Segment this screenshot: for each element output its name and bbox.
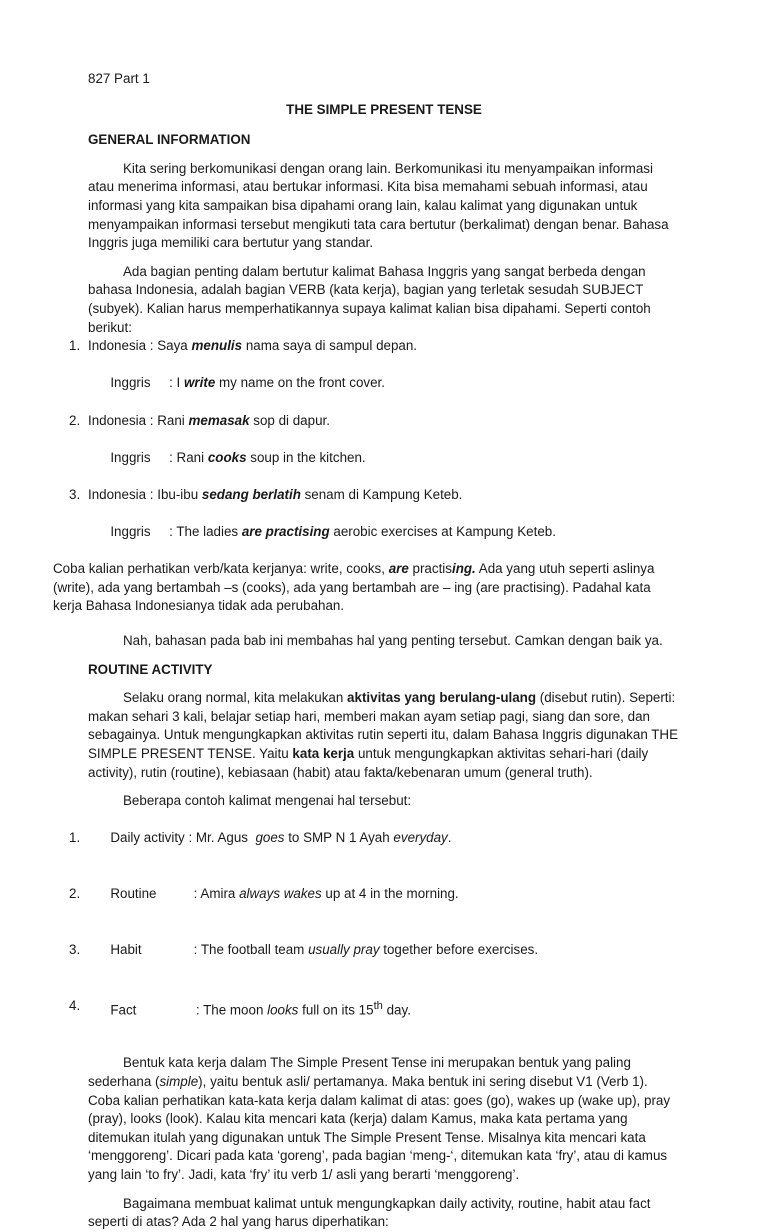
verb: always wakes (239, 886, 322, 902)
paragraph: Ada bagian penting dalam bertutur kalimat Bahasa Inggris yang sangat berbeda dengan bahasa Indonesia, adalah bagian VERB (kata kerja), bagian yang terletak sesudah SUBJECT (subyek). Kalian harus memperhatikannya supaya kalimat kalian bisa dipahami. Seperti contoh berikut: (88, 263, 651, 335)
bold-phrase: kata kerja (292, 746, 355, 761)
example-list (69, 811, 680, 1039)
text: simple (159, 1073, 199, 1089)
example-text: Inggris : I (110, 375, 185, 391)
text: full on its 15 (298, 1002, 374, 1018)
list-number: 2. (69, 412, 81, 428)
text: Daily activity : Mr. Agus (110, 830, 256, 846)
text: untuk mengungkapkan aktivitas sehari-hari (daily activity), rutin (routine), kebiasaan (habit) atau fakta/kebenaran umum (general truth). (88, 746, 649, 780)
list-number: 3. (69, 486, 81, 502)
bold-phrase: aktivitas yang berulang-ulang (347, 690, 537, 706)
text: . (447, 830, 452, 846)
text: Ada yang utuh seperti aslinya (write), ada yang bertambah –s (cooks), ada yang bertambah are – ing (are practising). Padahal kata kerja Bahasa Indonesianya tidak ada perubahan. (53, 561, 655, 614)
example-text: my name on the front cover. (215, 375, 385, 391)
example-text: nama saya di sampul depan. (242, 338, 418, 354)
example-text: senam di Kampung Keteb. (300, 486, 463, 502)
verb: are (388, 561, 409, 577)
text: Bentuk kata kerja dalam The Simple Present Tense ini merupakan bentuk yang paling sederhana ( (88, 1055, 631, 1089)
text: Fact : The moon (110, 1002, 268, 1018)
list-number: 2. (69, 886, 81, 902)
list-number: 1. (69, 338, 81, 354)
list-item (88, 430, 680, 486)
list-item (69, 486, 680, 505)
text: practis (408, 561, 452, 577)
verb: usually pray (308, 941, 380, 957)
verb: memasak (188, 412, 250, 428)
page-header: 827 Part 1 (88, 71, 150, 86)
section-heading-routine: ROUTINE ACTIVITY (88, 661, 213, 677)
section-heading-general: GENERAL INFORMATION (88, 132, 251, 148)
paragraph (53, 560, 680, 616)
text: Routine : Amira (110, 886, 240, 902)
list-number: 3. (69, 941, 81, 957)
text: to SMP N 1 Ayah (284, 830, 394, 846)
list-item (69, 412, 680, 431)
verb: sedang berlatih (201, 486, 301, 502)
verb: write (184, 375, 216, 391)
text: together before exercises. (379, 941, 539, 957)
text: Habit : The football team (110, 941, 309, 957)
list-item (88, 356, 680, 412)
example-text: aerobic exercises at Kampung Keteb. (329, 524, 556, 540)
list-item (69, 978, 680, 1038)
paragraph: Beberapa contoh kalimat mengenai hal tersebut: (123, 793, 412, 809)
list-number: 4. (69, 997, 81, 1013)
text: day. (382, 1002, 411, 1018)
example-list (69, 337, 680, 560)
verb: cooks (207, 449, 247, 465)
text: Selaku orang normal, kita melakukan (123, 690, 348, 706)
example-text: Indonesia : Saya (88, 338, 192, 354)
verb: menulis (191, 338, 243, 354)
example-text: sop di dapur. (249, 412, 330, 428)
text: ), yaitu bentuk asli/ pertamanya. Maka bentuk ini sering disebut V1 (Verb 1). Coba kalian perhatikan kata-kata kerja dalam kalimat di atas: goes (go), wakes up (wake up), pray (pray), looks (look). Kalau kita mencari kata (kerja) dalam Kamus, maka kata pertama yang ditemukan itulah yang digunakan untuk The Simple Present Tense. Misalnya kita mencari kata ‘menggoreng’. Dicari pada kata ‘goreng’, pada bagian ‘meng-‘, ditemukan kata ‘fry’, atau di kamus yang lain ‘to fry’. Jadi, kata ‘fry’ itu verb 1/ asli yang berarti ‘menggoreng’. (88, 1073, 671, 1182)
list-item (69, 867, 680, 923)
example-text: soup in the kitchen. (246, 449, 366, 465)
example-text: Inggris : Rani (110, 449, 208, 465)
paragraph: Bagaimana membuat kalimat untuk mengungkapkan daily activity, routine, habit atau fact seperti di atas? Ada 2 hal yang harus diperhatikan: (88, 1195, 651, 1230)
paragraph: Nah, bahasan pada bab ini membahas hal yang penting tersebut. Camkan dengan baik ya. (123, 633, 663, 649)
verb: are practising (241, 524, 330, 540)
text: (disebut rutin). Seperti: makan sehari 3 kali, belajar setiap hari, memberi makan ayam setiap pagi, siang dan sore, dan sebagainya. Untuk mengungkapkan aktivitas rutin seperti itu, dalam Bahasa Inggris digunakan THE SIMPLE PRESENT TENSE. Yaitu (88, 690, 679, 761)
example-text: Inggris : The ladies (110, 524, 242, 540)
list-item (69, 811, 680, 867)
example-text: Indonesia : Ibu-ibu (88, 486, 202, 502)
document-title: THE SIMPLE PRESENT TENSE (286, 101, 482, 117)
superscript: th (373, 999, 383, 1012)
list-item (69, 337, 680, 356)
example-text: Indonesia : Rani (88, 412, 189, 428)
paragraph (88, 1054, 680, 1184)
verb: looks (267, 1002, 299, 1018)
list-number: 1. (69, 830, 81, 846)
verb: ing. (451, 561, 476, 577)
text: everyday (393, 830, 448, 846)
list-item (69, 922, 680, 978)
paragraph (88, 689, 680, 782)
list-item (88, 504, 680, 560)
verb: goes (255, 830, 285, 846)
text: up at 4 in the morning. (321, 886, 459, 902)
paragraph: Kita sering berkomunikasi dengan orang lain. Berkomunikasi itu menyampaikan informasi atau menerima informasi, atau bertukar informasi. Kita bisa memahami sebuah informasi, atau informasi yang kita sampaikan bisa dipahami orang lain, kalau kalimat yang digunakan untuk menyampaikan informasi tersebut mengikuti tata cara bertutur (berkalimat) dengan benar. Bahasa Inggris juga memiliki cara bertutur yang standar. (88, 160, 669, 251)
text: Coba kalian perhatikan verb/kata kerjanya: write, cooks, (53, 561, 389, 577)
